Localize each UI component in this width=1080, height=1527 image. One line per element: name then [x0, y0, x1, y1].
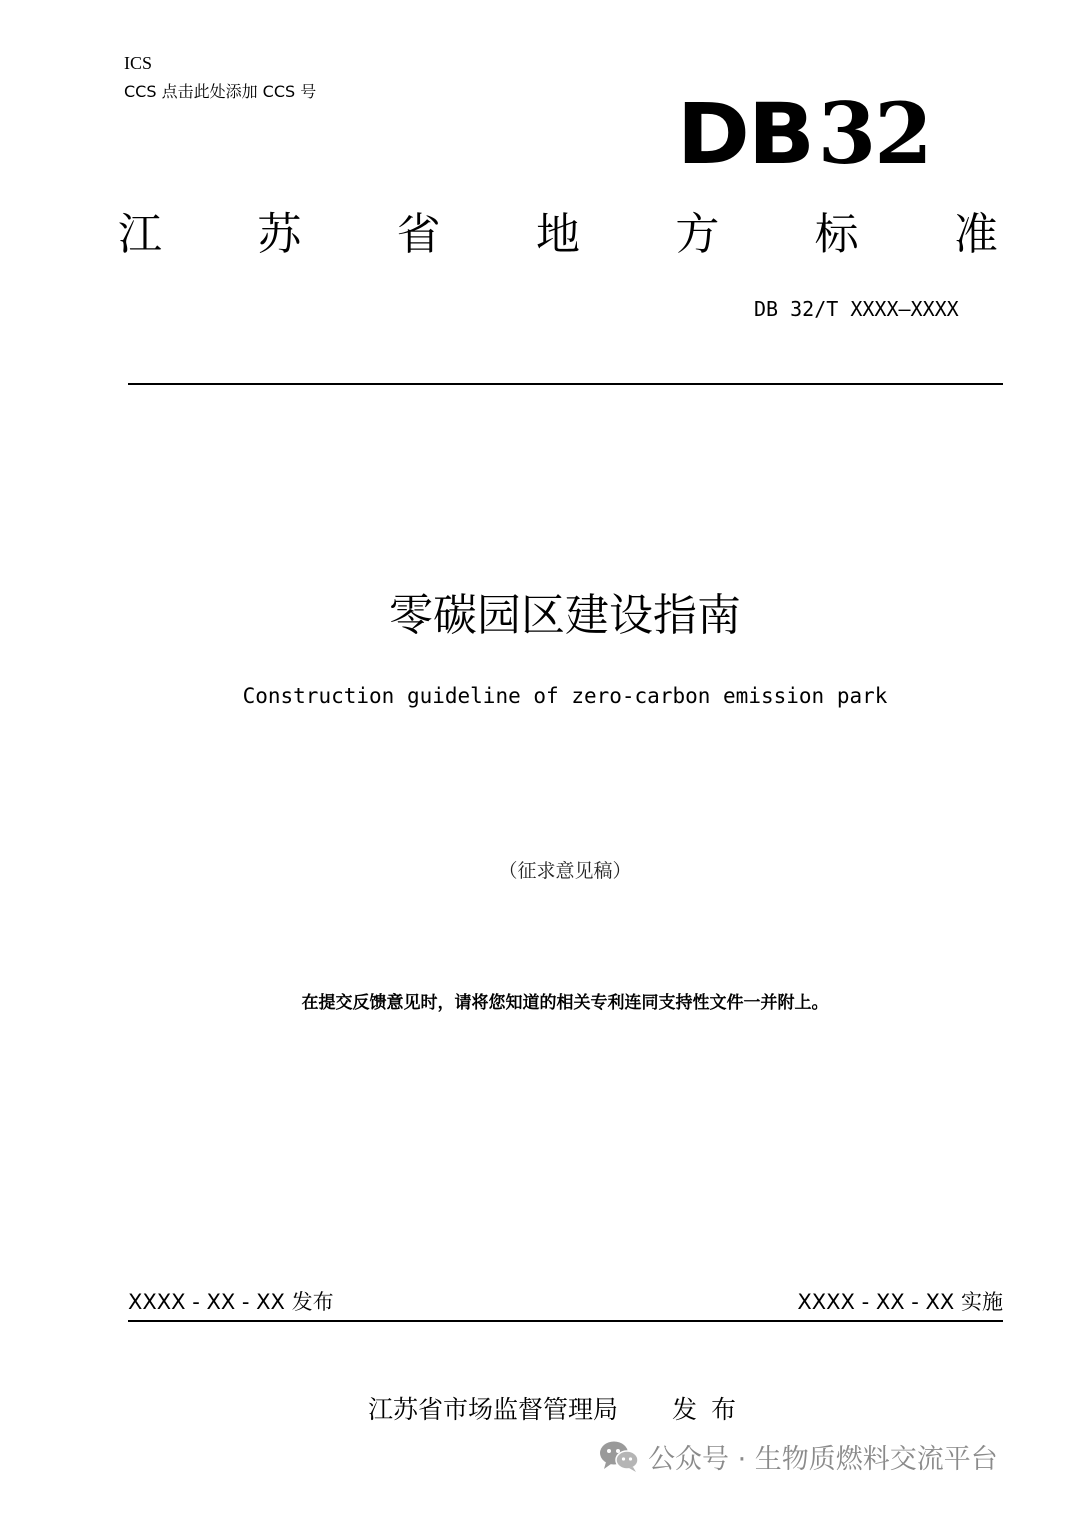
standard-type-char: 方 [675, 209, 720, 260]
issue-label: 发布 [672, 1395, 751, 1424]
standard-type-char: 准 [953, 209, 998, 260]
db32-logo [676, 84, 931, 183]
standard-type-heading [118, 208, 998, 262]
standard-type-char: 江 [118, 209, 162, 260]
publish-date: XXXX - XX - XX 发布 [128, 1290, 334, 1314]
draft-status: （征求意见稿） [498, 860, 632, 882]
watermark [598, 1436, 998, 1476]
standard-code: DB 32/T XXXX—XXXX [754, 297, 959, 321]
watermark-text: 公众号 · 生物质燃料交流平台 [648, 1443, 998, 1475]
document-title-cn: 零碳园区建设指南 [389, 590, 741, 641]
standard-type-char: 省 [396, 209, 441, 260]
ccs-placeholder[interactable]: CCS 点击此处添加 CCS 号 [124, 82, 317, 101]
implement-date: XXXX - XX - XX 实施 [797, 1290, 1003, 1314]
bottom-divider [128, 1320, 1003, 1322]
document-title-en: Construction guideline of zero-carbon emission park [242, 684, 888, 708]
ics-label: ICS [124, 53, 153, 73]
standard-type-char: 标 [814, 209, 859, 260]
issuing-authority: 江苏省市场监督管理局 [368, 1395, 619, 1424]
standard-type-char: 地 [535, 209, 580, 260]
patent-notice: 在提交反馈意见时，请将您知道的相关专利连同支持性文件一并附上。 [301, 993, 829, 1013]
logo-letters: DB [676, 85, 814, 183]
logo-number: 32 [817, 84, 931, 183]
wechat-icon [598, 1438, 640, 1474]
standard-type-char: 苏 [257, 209, 302, 260]
top-divider [128, 383, 1003, 385]
